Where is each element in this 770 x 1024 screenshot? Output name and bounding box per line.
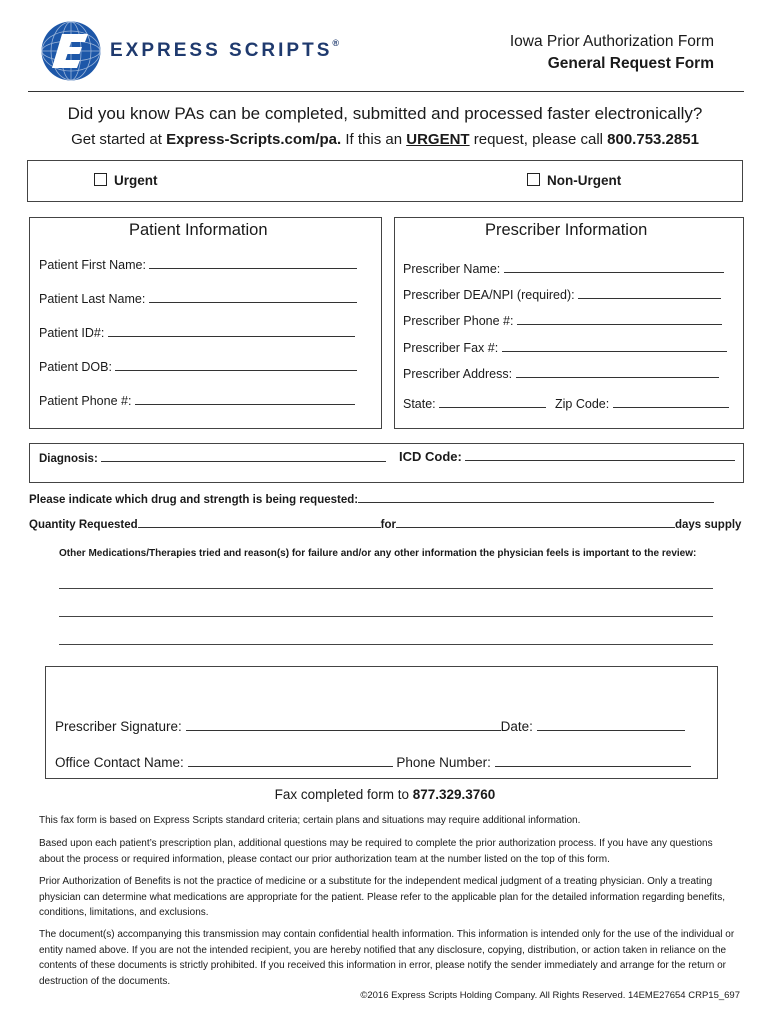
icd-code-line[interactable] (465, 450, 735, 461)
brand-name: EXPRESS SCRIPTS® (110, 38, 340, 61)
prescriber-phone-line[interactable] (517, 314, 722, 325)
other-meds-label: Other Medications/Therapies tried and reason(s) for failure and/or any other information the physician feels is important to the review: (59, 548, 697, 559)
patient-last-name-field[interactable]: Patient Last Name: (39, 292, 357, 306)
disclaimer-standard-criteria: This fax form is based on Express Scripts standard criteria; certain plans and situations may require additional information. (39, 815, 581, 826)
pa-url[interactable]: Express-Scripts.com/pa. (166, 131, 342, 148)
prescriber-dea-npi-line[interactable] (578, 288, 721, 299)
prescriber-signature-field[interactable]: Prescriber Signature: Date: (55, 719, 685, 734)
days-supply-line[interactable] (396, 517, 675, 528)
phone-number-line[interactable] (495, 756, 691, 767)
prescriber-name-line[interactable] (504, 262, 724, 273)
prescriber-phone-field[interactable]: Prescriber Phone #: (403, 314, 722, 328)
other-meds-line-2[interactable] (59, 616, 713, 617)
prescriber-fax-line[interactable] (502, 341, 727, 352)
fax-number: 877.329.3760 (412, 787, 496, 802)
prescriber-zip-field[interactable]: Zip Code: (555, 397, 729, 411)
patient-section-title: Patient Information (129, 221, 268, 239)
patient-last-name-line[interactable] (149, 292, 357, 303)
disclaimer-medical-judgment: Prior Authorization of Benefits is not the practice of medicine or a substitute for the independent medical judgment of a treating physician. Only a treating physician can determine what medications are appropriate for the patient. Please refer to the applicable plan for the detailed information regarding benefits, conditions, limitations, and exclusions. (39, 876, 725, 918)
patient-first-name-field[interactable]: Patient First Name: (39, 258, 357, 272)
office-contact-field[interactable]: Office Contact Name: Phone Number: (55, 755, 691, 770)
patient-dob-line[interactable] (115, 360, 357, 371)
non-urgent-option[interactable]: Non-Urgent (527, 173, 621, 188)
prescriber-signature-line[interactable] (186, 720, 501, 731)
prescriber-zip-line[interactable] (613, 397, 729, 408)
prescriber-section-title: Prescriber Information (485, 221, 648, 239)
office-contact-line[interactable] (188, 756, 393, 767)
urgent-option[interactable]: Urgent (94, 173, 158, 188)
disclaimer-confidentiality: The document(s) accompanying this transmission may contain confidential health information. This information is intended only for the use of the individual or entity named above. If you are not the intended recipient, you are hereby notified that any disclosure, copying, distribution, or action taken in reliance on the contents of these documents is strictly prohibited. If you received this information in error, please notify the sender immediately and arrange for the return or destruction of the documents. (39, 929, 735, 987)
patient-id-field[interactable]: Patient ID#: (39, 326, 355, 340)
header-divider (28, 91, 744, 92)
diagnosis-field[interactable]: Diagnosis: (39, 451, 386, 465)
form-title-state: Iowa Prior Authorization Form (509, 33, 714, 50)
patient-phone-line[interactable] (135, 394, 355, 405)
icd-code-field[interactable]: ICD Code: (399, 449, 735, 464)
pa-phone: 800.753.2851 (607, 131, 699, 148)
prescriber-state-field[interactable]: State: (403, 397, 546, 411)
phone-number-label: Phone Number: (396, 755, 491, 770)
non-urgent-checkbox[interactable] (527, 173, 540, 186)
form-title (510, 31, 714, 75)
diagnosis-line[interactable] (101, 451, 386, 462)
patient-phone-field[interactable]: Patient Phone #: (39, 394, 355, 408)
form-title-type: General Request Form (547, 55, 714, 72)
patient-dob-field[interactable]: Patient DOB: (39, 360, 357, 374)
patient-first-name-line[interactable] (149, 258, 357, 269)
pa-start-line: Get started at Express-Scripts.com/pa. If this an URGENT request, please call 800.753.2851 (71, 131, 699, 148)
disclaimer-additional-questions: Based upon each patient’s prescription plan, additional questions may be required to complete the prior authorization process. If you have any questions about the process or required information, please contact our prior authorization team at the number listed on the top of this form. (39, 838, 713, 865)
date-label: Date: (500, 719, 533, 734)
prescriber-dea-npi-field[interactable]: Prescriber DEA/NPI (required): (403, 288, 721, 302)
fax-instruction: Fax completed form to 877.329.3760 (274, 787, 496, 802)
other-meds-line-1[interactable] (59, 588, 713, 589)
quantity-field[interactable]: Quantity Requested for days supply (29, 519, 742, 531)
pa-question: Did you know PAs can be completed, submitted and processed faster electronically? (67, 104, 703, 123)
prescriber-name-field[interactable]: Prescriber Name: (403, 262, 724, 276)
patient-id-line[interactable] (108, 326, 355, 337)
other-meds-line-3[interactable] (59, 644, 713, 645)
prescriber-address-line[interactable] (516, 367, 719, 378)
prescriber-address-field[interactable]: Prescriber Address: (403, 367, 719, 381)
urgent-checkbox[interactable] (94, 173, 107, 186)
globe-icon (40, 20, 102, 82)
logo (40, 20, 102, 82)
prescriber-fax-field[interactable]: Prescriber Fax #: (403, 341, 727, 355)
date-line[interactable] (537, 720, 685, 731)
copyright: ©2016 Express Scripts Holding Company. All Rights Reserved. 14EME27654 CRP15_697 (360, 990, 740, 1001)
drug-strength-field[interactable]: Please indicate which drug and strength is being requested: (29, 492, 714, 506)
quantity-line[interactable] (138, 517, 381, 528)
drug-strength-line[interactable] (358, 492, 714, 503)
prescriber-state-line[interactable] (439, 397, 546, 408)
